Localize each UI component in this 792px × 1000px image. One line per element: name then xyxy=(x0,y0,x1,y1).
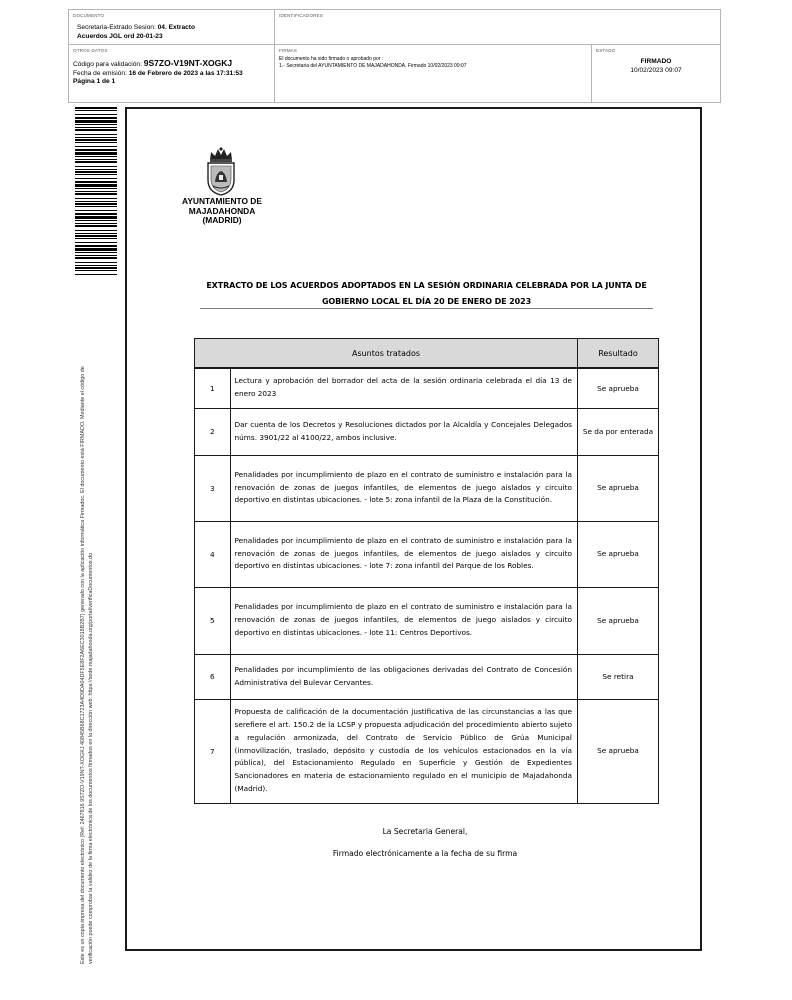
row-result: Se aprueba xyxy=(577,587,658,654)
side-line1: Este es un copia impresa del documento electrónico (Ref: 2467816 9S7ZO-V19NT-XOGKJ 40845B68C1723A4D9DA04DF5E8F2A6EC3018B2B7) generado con la aplicación informática Firmadoc. El documento está FIRMADO. Mediante el código de xyxy=(80,366,86,964)
validation-header xyxy=(68,9,721,103)
estado-cell xyxy=(592,45,720,102)
pagina-label: Página 1 de 1 xyxy=(73,78,116,85)
row-subject: Penalidades por incumplimiento de plazo en el contrato de suministro e instalación para la renovación de zonas de juegos infantiles, de elementos de juego aislados y circuito deportivo en distintas ubicaciones. - lote 11: Centros Deportivos. xyxy=(230,587,577,654)
estado-caption: ESTADO xyxy=(596,48,616,53)
firmas-lines xyxy=(279,56,467,70)
estado-date: 10/02/2023 09:07 xyxy=(630,66,682,74)
documento-name xyxy=(77,23,195,41)
row-number: 5 xyxy=(195,587,231,654)
codigo-label: Código para validación: xyxy=(73,61,144,68)
otros-datos-cell xyxy=(69,45,275,102)
title-line1: EXTRACTO DE LOS ACUERDOS ADOPTADOS EN LA SESIÓN ORDINARIA CELEBRADA POR LA JUNTA DE xyxy=(206,281,647,290)
documento-bold1: 04. Extracto xyxy=(157,24,196,31)
row-subject: Penalidades por incumplimiento de plazo en el contrato de suministro e instalación para la renovación de zonas de juegos infantiles, de elementos de juego aislados y circuito deportivo en distintas ubicaciones. - lote 5: zona infantil de la Plaza de la Constitución. xyxy=(230,455,577,521)
firmas-caption: FIRMAS xyxy=(279,48,298,53)
estado-lines xyxy=(592,58,720,75)
row-result: Se aprueba xyxy=(577,455,658,521)
row-number: 3 xyxy=(195,455,231,521)
row-number: 6 xyxy=(195,654,231,699)
emision-label: Fecha de emisión: xyxy=(73,69,129,77)
coat-of-arms-icon xyxy=(204,146,238,196)
table-header-row xyxy=(195,339,659,369)
side-line2: verificación puede comprobar la validez de la firma electrónica de los documentos firmados en la dirección web: https://sede.majadahonda.org/portal/verificaDocumentos.do xyxy=(88,552,94,964)
row-result: Se aprueba xyxy=(577,521,658,587)
estado-value: FIRMADO xyxy=(640,58,672,65)
institution-line3: (MADRID) xyxy=(202,215,242,226)
emision-value: 16 de Febrero de 2023 a las 17:31:53 xyxy=(128,69,243,77)
table-row xyxy=(195,455,659,521)
col-header-asuntos: Asuntos tratados xyxy=(195,339,578,369)
row-number: 7 xyxy=(195,699,231,803)
otros-caption: OTROS DATOS xyxy=(73,48,108,53)
row-subject: Lectura y aprobación del borrador del acta de la sesión ordinaria celebrada el día 13 de enero 2023 xyxy=(230,368,577,408)
institution-line2: MAJADAHONDA xyxy=(188,205,256,216)
barcode-image xyxy=(75,107,117,277)
row-subject: Propuesta de calificación de la documentación justificativa de las circunstancias a las que serefiere el art. 150.2 de la LCSP y propuesta adjudicación del procedimiento abierto sujeto a regulación armonizada, del Contrato de Servicio Público de Grúa Municipal (inmovilización, traslado, depósito y custodia de los vehículos estacionados en la vía pública), del Estacionamiento Regulado en Superficie y Gestión de Expedientes Sancionadores en materia de estacionamiento regulado en el municipio de Majadahonda (Madrid). xyxy=(230,699,577,803)
table-row xyxy=(195,521,659,587)
title-divider xyxy=(200,308,653,309)
firmas-line2: 1.- Secretaria del AYUNTAMIENTO DE MAJADAHONDA. Firmado 10/02/2023 09:07 xyxy=(279,63,467,69)
col-header-resultado: Resultado xyxy=(577,339,658,369)
side-verification-text xyxy=(79,304,95,964)
documento-caption: DOCUMENTO xyxy=(73,13,105,18)
agreements-table xyxy=(194,338,659,804)
row-number: 1 xyxy=(195,368,231,408)
title-line2: GOBIERNO LOCAL EL DÍA 20 DE ENERO DE 2023 xyxy=(321,297,532,306)
documento-bold2: Acuerdos JGL ord 20-01-23 xyxy=(77,33,163,40)
table-row xyxy=(195,654,659,699)
table-row xyxy=(195,368,659,408)
identificadores-cell xyxy=(275,10,720,45)
documento-prefix: Secretaria-Extrado Sesion: xyxy=(77,24,158,31)
firmas-line1: El documento ha sido firmado o aprobado por : xyxy=(279,56,384,62)
row-subject: Penalidades por incumplimiento de plazo en el contrato de suministro e instalación para la renovación de zonas de juegos infantiles, de elementos de juego aislados y circuito deportivo en distintas ubicaciones. - lote 7: zona infantil del Parque de los Robles. xyxy=(230,521,577,587)
codigo-value: 9S7ZO-V19NT-XOGKJ xyxy=(143,58,233,68)
row-result: Se da por enterada xyxy=(577,408,658,455)
documento-cell xyxy=(69,10,275,45)
row-subject: Dar cuenta de los Decretos y Resoluciones dictados por la Alcaldía y Concejales Delegados núms. 3901/22 al 4100/22, ambos inclusive. xyxy=(230,408,577,455)
row-number: 4 xyxy=(195,521,231,587)
identificadores-caption: IDENTIFICADORES xyxy=(279,13,324,18)
otros-lines xyxy=(73,59,243,87)
row-result: Se retira xyxy=(577,654,658,699)
table-row xyxy=(195,408,659,455)
row-number: 2 xyxy=(195,408,231,455)
table-row xyxy=(195,587,659,654)
firmas-cell xyxy=(275,45,592,102)
document-title xyxy=(200,278,653,310)
signature-title: La Secretaria General, xyxy=(382,827,468,836)
institution-line1: AYUNTAMIENTO DE xyxy=(182,196,262,206)
table-row xyxy=(195,699,659,803)
institution-name xyxy=(166,197,278,226)
row-result: Se aprueba xyxy=(577,699,658,803)
row-result: Se aprueba xyxy=(577,368,658,408)
row-subject: Penalidades por incumplimiento de las obligaciones derivadas del Contrato de Concesión Administrativa del Bulevar Cervantes. xyxy=(230,654,577,699)
signature-note: Firmado electrónicamente a la fecha de su firma xyxy=(332,849,518,858)
